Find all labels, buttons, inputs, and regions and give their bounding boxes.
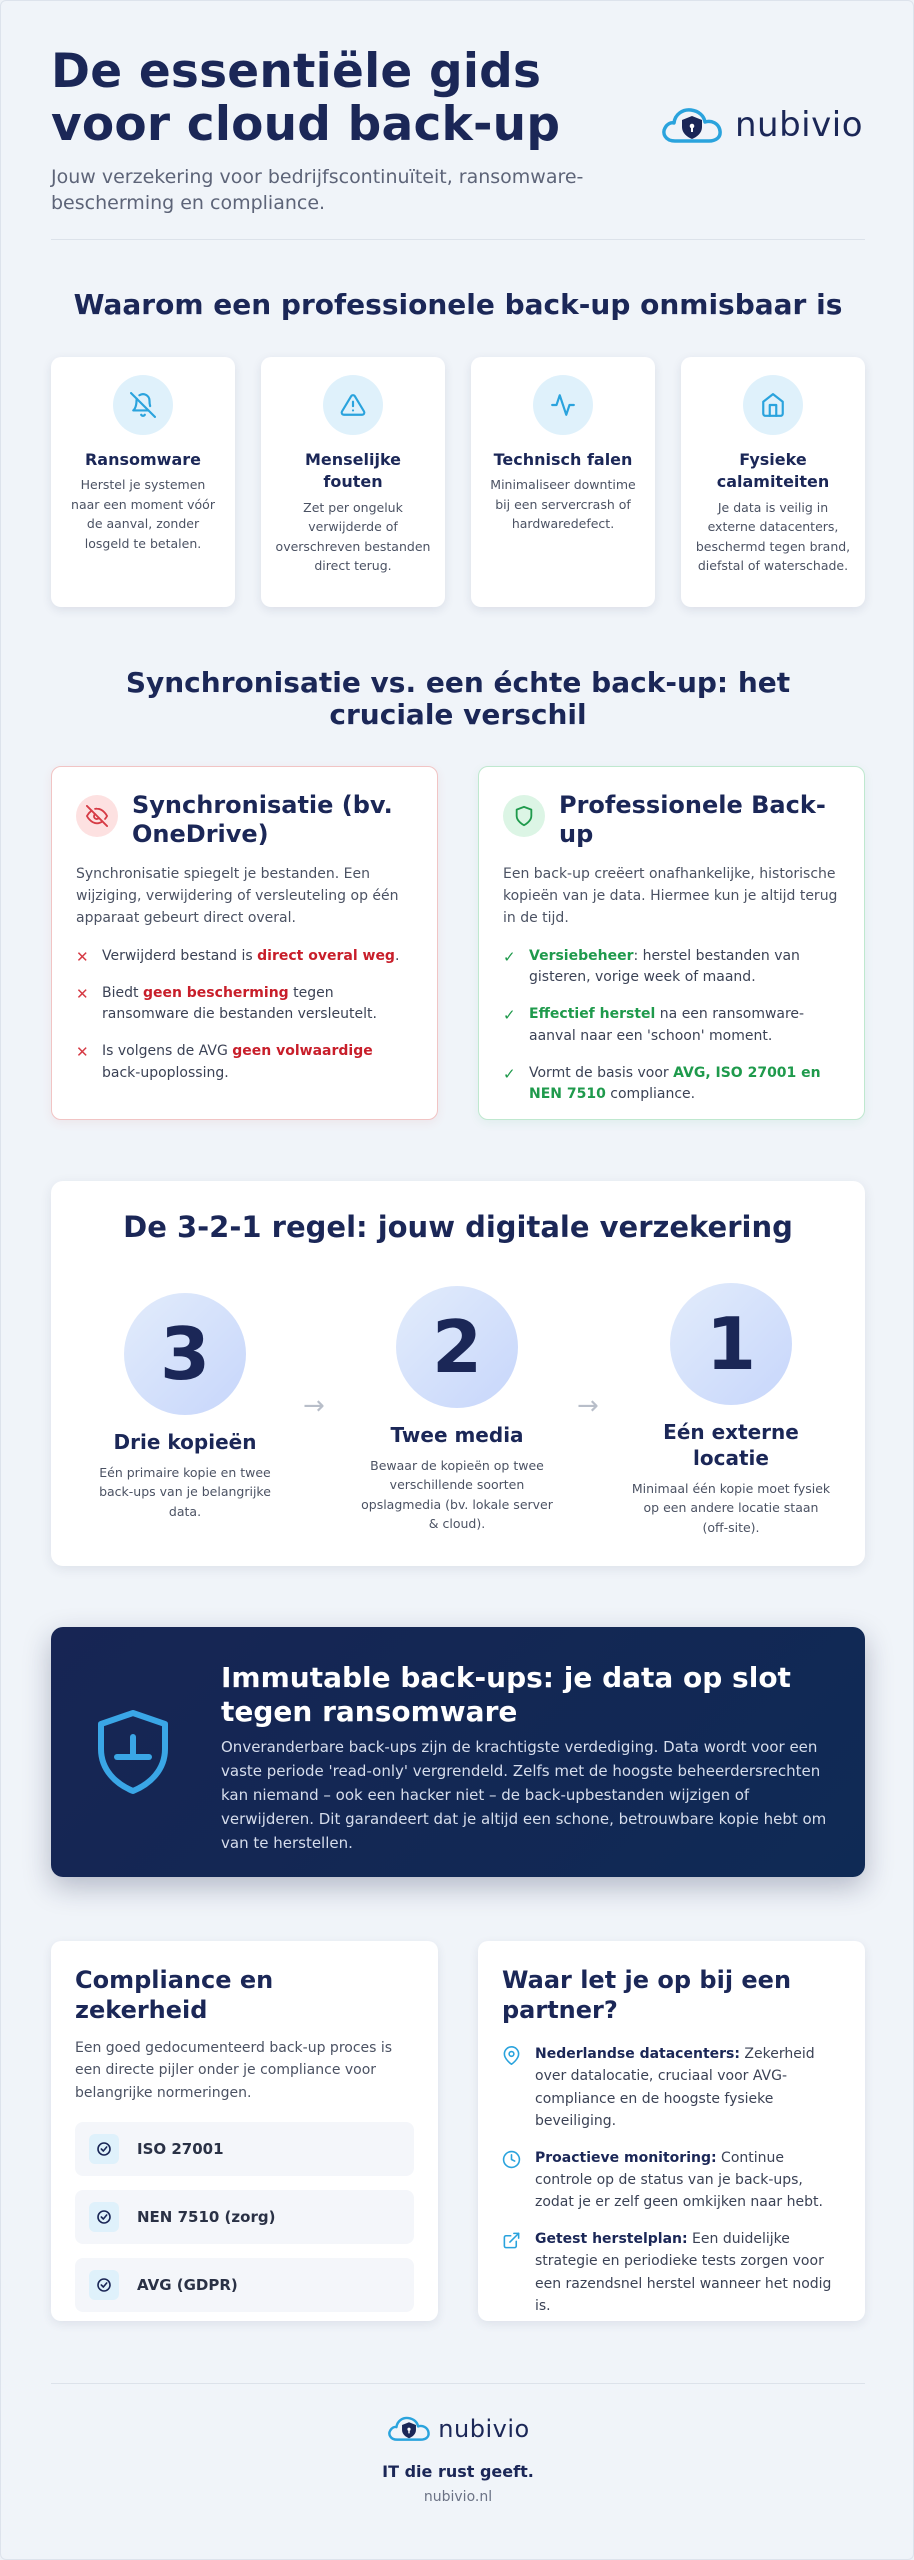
step-text: Eén primaire kopie en twee back-ups van je belangrijke data. bbox=[99, 1465, 271, 1519]
compliance-title: Compliance en zekerheid bbox=[75, 1966, 274, 2024]
external-link-icon bbox=[502, 2231, 521, 2318]
clock-icon bbox=[502, 2150, 521, 2214]
backup-intro: Een back-up creëert onafhankelijke, historische kopieën van je data. Hiermee kun je altijd terug in de tijd. bbox=[503, 865, 838, 927]
footer-tagline: IT die rust geeft. bbox=[382, 2462, 534, 2481]
divider bbox=[51, 239, 865, 240]
standard-badge-iso27001 bbox=[75, 2122, 414, 2176]
standard-badge-nen7510 bbox=[75, 2190, 414, 2244]
step-number: 3 bbox=[124, 1293, 246, 1415]
cross-icon: ✕ bbox=[76, 984, 89, 1003]
list-item: ✓ Effectief herstel na een ransomware-aanval naar een 'schoon' moment. bbox=[503, 1004, 840, 1047]
shield-icon bbox=[513, 805, 535, 827]
list-item: Proactieve monitoring: Continue controle op de status van je back-ups, zodat je er zelf geen omkijken naar hebt. bbox=[502, 2147, 841, 2214]
step-title: Eén externe locatie bbox=[663, 1420, 799, 1470]
bell-off-icon bbox=[130, 392, 156, 418]
step-title: Drie kopieën bbox=[113, 1430, 257, 1454]
arrow-right-icon: → bbox=[303, 1391, 325, 1421]
backup-card bbox=[478, 766, 865, 1120]
rule-step-two-media bbox=[357, 1286, 557, 1534]
immutable-text: Onveranderbare back-ups zijn de krachtigste verdediging. Data wordt voor een vaste periode 'read-only' vergrendeld. Zelfs met de hoogste beheerdersrechten kan niemand – ook een hacker niet – de back-upbestanden wijzigen of verwijderen. Dit garandeert dat je altijd een schone, betrouwbare kopie hebt om van te herstellen. bbox=[221, 1738, 827, 1852]
header bbox=[51, 44, 865, 214]
cross-icon: ✕ bbox=[76, 947, 89, 966]
list-item: ✓ Vormt de basis voor AVG, ISO 27001 en NEN 7510 compliance. bbox=[503, 1063, 840, 1106]
list-item: ✕ Biedt geen bescherming tegen ransomware die bestanden versleutelt. bbox=[76, 983, 413, 1026]
cloud-lock-icon bbox=[659, 103, 725, 147]
shield-lock-icon bbox=[95, 1707, 171, 1797]
list-item: ✕ Verwijderd bestand is direct overal weg. bbox=[76, 947, 400, 966]
step-text: Bewaar de kopieën op twee verschillende soorten opslagmedia (bv. lokale server & cloud). bbox=[361, 1458, 553, 1532]
standard-label: NEN 7510 (zorg) bbox=[137, 2208, 276, 2227]
footer-logo[interactable] bbox=[386, 2413, 529, 2444]
backup-title: Professionele Back-up bbox=[559, 791, 826, 848]
card-text: Minimaliseer downtime bij een servercrash of hardwaredefect. bbox=[490, 477, 636, 532]
card-title: Menselijke fouten bbox=[304, 450, 402, 492]
step-number: 2 bbox=[396, 1286, 518, 1408]
list-item: ✓ Versiebeheer: herstel bestanden van gisteren, vorige week of maand. bbox=[503, 946, 840, 989]
standard-label: AVG (GDPR) bbox=[137, 2276, 238, 2295]
card-text: Je data is veilig in externe datacenters, beschermd tegen brand, diefstal of waterschade. bbox=[695, 499, 851, 573]
rule-title: De 3-2-1 regel: jouw digitale verzekering bbox=[123, 1210, 793, 1244]
rule-step-one-offsite bbox=[631, 1283, 831, 1537]
card-text: Herstel je systemen naar een moment vóór de aanval, zonder losgeld te betalen. bbox=[71, 477, 215, 551]
nubivio-logo[interactable] bbox=[659, 103, 863, 147]
sync-title: Synchronisatie (bv. OneDrive) bbox=[132, 791, 393, 848]
check-circle-icon bbox=[89, 2134, 119, 2164]
page-title: De essentiële gids voor cloud back-up bbox=[51, 44, 561, 153]
step-number: 1 bbox=[670, 1283, 792, 1405]
check-icon: ✓ bbox=[503, 1064, 516, 1083]
sync-card bbox=[51, 766, 438, 1120]
partner-list bbox=[502, 2043, 841, 2317]
footer-url-link[interactable]: nubivio.nl bbox=[423, 2489, 493, 2505]
why-cards bbox=[51, 357, 865, 607]
footer bbox=[1, 2413, 914, 2505]
step-title: Twee media bbox=[390, 1423, 524, 1447]
rule-321-card bbox=[51, 1181, 865, 1566]
immutable-banner bbox=[51, 1627, 865, 1877]
partner-card bbox=[478, 1941, 865, 2321]
immutable-title: Immutable back-ups: je data op slot tegen ransomware bbox=[221, 1661, 791, 1728]
card-title: Fysieke calamiteiten bbox=[716, 450, 830, 492]
check-icon: ✓ bbox=[503, 1006, 516, 1025]
standard-label: ISO 27001 bbox=[137, 2140, 224, 2159]
check-circle-icon bbox=[89, 2202, 119, 2232]
logo-text: nubivio bbox=[438, 2414, 530, 2443]
why-card-physical-disaster bbox=[681, 357, 865, 607]
compliance-card bbox=[51, 1941, 438, 2321]
check-circle-icon bbox=[89, 2270, 119, 2300]
location-pin-icon bbox=[502, 2046, 521, 2133]
why-card-ransomware bbox=[51, 357, 235, 607]
partner-title: Waar let je op bij een partner? bbox=[502, 1966, 792, 2024]
sync-intro: Synchronisatie spiegelt je bestanden. Een wijziging, verwijdering of versleuteling op één apparaat gebeurt direct overal. bbox=[76, 865, 399, 927]
list-item: ✕ Is volgens de AVG geen volwaardige back-upoplossing. bbox=[76, 1041, 413, 1084]
card-title: Ransomware bbox=[84, 450, 201, 469]
home-icon bbox=[760, 392, 786, 418]
sync-list bbox=[76, 946, 413, 1085]
card-text: Zet per ongeluk verwijderde of overschreven bestanden direct terug. bbox=[275, 499, 431, 573]
check-icon: ✓ bbox=[503, 947, 516, 966]
cross-icon: ✕ bbox=[76, 1043, 89, 1062]
step-text: Minimaal één kopie moet fysiek op een andere locatie staan (off-site). bbox=[631, 1481, 831, 1535]
page-subtitle: Jouw verzekering voor bedrijfscontinuïteit, ransomware-bescherming en compliance. bbox=[51, 166, 584, 214]
list-item: Getest herstelplan: Een duidelijke strategie en periodieke tests zorgen voor een razendsnel herstel wanneer het nodig is. bbox=[502, 2228, 841, 2318]
compare-section-title: Synchronisatie vs. een échte back-up: het cruciale verschil bbox=[125, 666, 791, 732]
compliance-intro: Een goed gedocumenteerd back-up proces is een directe pijler onder je compliance voor belangrijke normeringen. bbox=[75, 2040, 393, 2101]
card-title: Technisch falen bbox=[493, 450, 633, 469]
activity-icon bbox=[550, 392, 576, 418]
why-section-title: Waarom een professionele back-up onmisbaar is bbox=[73, 288, 843, 321]
warning-icon bbox=[340, 392, 366, 418]
why-card-human-error bbox=[261, 357, 445, 607]
list-item: Nederlandse datacenters: Zekerheid over datalocatie, cruciaal voor AVG-compliance en de hoogste fysieke beveiliging. bbox=[502, 2043, 841, 2133]
arrow-right-icon: → bbox=[577, 1391, 599, 1421]
logo-text: nubivio bbox=[735, 105, 863, 145]
standard-badge-avg bbox=[75, 2258, 414, 2312]
backup-list bbox=[503, 946, 840, 1106]
eye-off-icon bbox=[86, 805, 108, 827]
divider bbox=[51, 2383, 865, 2384]
rule-step-three-copies bbox=[85, 1293, 285, 1521]
why-card-technical-failure bbox=[471, 357, 655, 607]
cloud-lock-icon bbox=[386, 2413, 432, 2444]
